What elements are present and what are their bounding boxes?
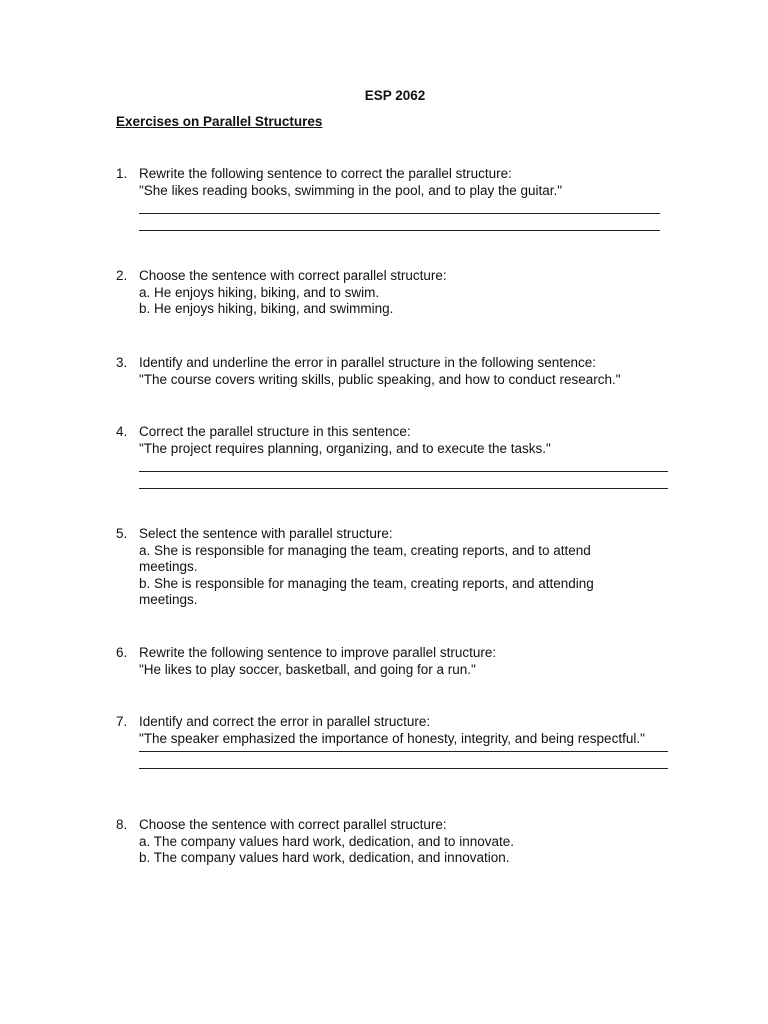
question-number: 5.	[116, 526, 128, 541]
answer-line[interactable]	[139, 488, 668, 489]
answer-line[interactable]	[139, 213, 660, 214]
worksheet-title: Exercises on Parallel Structures	[116, 114, 323, 129]
answer-line[interactable]	[139, 751, 668, 752]
question-prompt: Identify and underline the error in parallel structure in the following sentence:	[139, 355, 597, 370]
answer-line[interactable]	[139, 471, 668, 472]
question-3	[116, 355, 676, 388]
question-5	[116, 526, 676, 609]
question-2	[116, 268, 676, 318]
option-b: b. She is responsible for managing the team, creating reports, and attending meetings.	[139, 575, 594, 608]
question-number: 1.	[116, 166, 128, 181]
option-a: a. She is responsible for managing the team, creating reports, and to attend meetings.	[139, 542, 591, 575]
question-8	[116, 817, 676, 867]
question-number: 3.	[116, 355, 128, 370]
question-prompt: Rewrite the following sentence to improve parallel structure:	[139, 645, 497, 660]
answer-line[interactable]	[139, 768, 668, 769]
question-number: 7.	[116, 714, 128, 729]
question-4	[116, 424, 676, 489]
question-prompt: Select the sentence with parallel structure:	[139, 526, 393, 541]
question-7	[116, 714, 676, 769]
question-sentence: "The speaker emphasized the importance of honesty, integrity, and being respectful."	[139, 730, 645, 746]
question-sentence: "The project requires planning, organizing, and to execute the tasks."	[139, 440, 551, 456]
question-1	[116, 166, 676, 231]
option-b: b. The company values hard work, dedication, and innovation.	[139, 850, 510, 866]
question-sentence: "The course covers writing skills, public speaking, and how to conduct research."	[139, 371, 621, 387]
course-code: ESP 2062	[364, 88, 426, 103]
question-number: 8.	[116, 817, 128, 832]
question-sentence: "He likes to play soccer, basketball, and going for a run."	[139, 661, 476, 677]
question-prompt: Identify and correct the error in parallel structure:	[139, 714, 431, 729]
question-sentence: "She likes reading books, swimming in the pool, and to play the guitar."	[139, 182, 563, 198]
question-6	[116, 645, 676, 678]
question-prompt: Correct the parallel structure in this sentence:	[139, 424, 411, 439]
option-a: a. The company values hard work, dedication, and to innovate.	[139, 833, 514, 849]
option-b: b. He enjoys hiking, biking, and swimming.	[139, 301, 394, 317]
question-number: 4.	[116, 424, 128, 439]
question-prompt: Choose the sentence with correct parallel structure:	[139, 817, 447, 832]
question-number: 2.	[116, 268, 128, 283]
question-prompt: Choose the sentence with correct parallel structure:	[139, 268, 447, 283]
question-prompt: Rewrite the following sentence to correct the parallel structure:	[139, 166, 512, 181]
answer-line[interactable]	[139, 230, 660, 231]
option-a: a. He enjoys hiking, biking, and to swim.	[139, 284, 380, 300]
question-number: 6.	[116, 645, 128, 660]
